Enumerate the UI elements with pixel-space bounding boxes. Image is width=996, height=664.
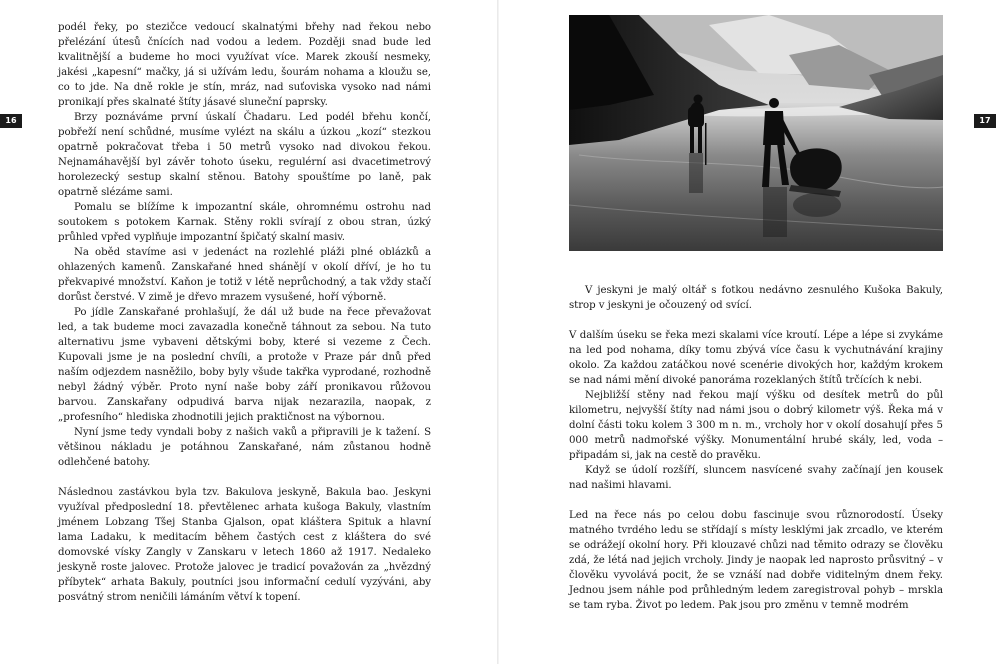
paragraph: Brzy poznáváme první úskalí Čhadaru. Led podél břehu končí, pobřeží není schůdné, musíme vylézt na skálu a úzkou „kozí“ stezkou opatrně pokračovat třeba i 50 metrů vysoko nad divokou řekou. Nejnamáhavější byl závěr tohoto úseku, regulérní asi dvacetimetrový horolezecký sestup skalní stěnou. Batohy spouštíme po laně, pak opatrně slézáme sami.	[58, 112, 431, 198]
left-page-text	[58, 20, 431, 605]
page-number-right: 17	[974, 114, 996, 128]
paragraph: Nyní jsme tedy vyndali boby z našich vaků a připravili je k tažení. S většinou nákladu je potáhnou Zanskařané, nám zůstanou hodně odlehčené batohy.	[58, 427, 431, 468]
paragraph: V jeskyni je malý oltář s fotkou nedávno zesnulého Kušoka Bakuly, strop v jeskyni je očouzený od svící.	[569, 285, 943, 311]
page-number-left: 16	[0, 114, 22, 128]
paragraph: Po jídle Zanskařané prohlašují, že dál už bude na řece převažovat led, a tak budeme moci zavazadla konečně táhnout za sebou. Na tuto alternativu jsme vybaveni dětskými boby, které si vezeme z Čech. Kupovali jsme je na poslední chvíli, a protože v Praze pár dnů před naším odjezdem nasněžilo, boby byly všude takřka vyprodané, rozhodně nebyl žádný výběr. Proto nyní naše boby září pronikavou růžovou barvou. Zanskařany odpudivá barva nijak nezarazila, naopak, z „profesního“ hlediska zhodnotili jejich praktičnost na výbornou.	[58, 307, 431, 423]
paragraph: Pomalu se blížíme k impozantní skále, ohromnému ostrohu nad soutokem s potokem Karnak. Stěny rokli svírají z obou stran, úzký průhled vpřed vyplňuje impozantní špičatý skalní masiv.	[58, 202, 431, 243]
paragraph: Na oběd stavíme asi v jedenáct na rozlehlé pláži plné oblázků a ohlazených kamenů. Zanskařané hned shánějí v okolí dříví, je ho tu překvapivé množství. Kaňon je totiž v létě neprůchodný, a tak vždy stačí dorůst čerstvé. V zimě je dřevo mrazem vysušené, hoří výborně.	[58, 247, 431, 303]
right-page-text	[569, 283, 943, 613]
paragraph: podél řeky, po stezičce vedoucí skalnatými břehy nad řekou nebo přelézání útesů čnících nad vodou a ledem. Později snad bude led kvalitnější a budeme ho moci využívat více. Marek zkouší nesmeky, jakési „kapesní“ mačky, já si užívám ledu, šourám nohama a kloužu se, co to jde. Na dně rokle je stín, mráz, nad suťoviska vysoko nad námi pronikají přes skalnaté štíty jásavé sluneční paprsky.	[58, 22, 431, 108]
paragraph: V dalším úseku se řeka mezi skalami více kroutí. Lépe a lépe si zvykáme na led pod nohama, díky tomu zbývá více času k vychutnávání krajiny okolo. Za každou zatáčkou nové scenérie divokých hor, každým krokem se nad námi mění divoké panoráma rozeklaných štítů trčících k nebi.	[569, 330, 943, 386]
photo-hikers-frozen-river	[569, 15, 943, 251]
paragraph: Následnou zastávkou byla tzv. Bakulova jeskyně, Bakula bao. Jeskyni využíval předposlední 18. převtělenec arhata kušoga Bakuly, vlastním jménem Lobzang Tšej Stanba Gjalson, opat kláštera Spituk a hlavní lama Ladaku, k meditacím během častých cest z kláštera do své domovské vísky Zangly v Zanskaru v letech 1860 až 1917. Nedaleko jeskyně roste jalovec. Protože jalovec je tradicí považován za „hvězdný příbytek“ arhata Bakuly, poutníci jsou informační cedulí vyzýváni, aby posvátný strom neničili lámáním větví k topení.	[58, 487, 431, 603]
paragraph: Nejbližší stěny nad řekou mají výšku od desítek metrů do půl kilometru, nejvyšší štíty nad námi jsou o dobrý kilometr výš. Řeka má v dolní části toku kolem 3 300 m n. m., vrcholy hor v okolí dosahují přes 5 000 metrů nadmořské výšky. Monumentální hrubé skály, led, voda – připadám si, jak na cestě do pravěku.	[569, 390, 943, 461]
two-hikers-on-frozen-river-icon	[569, 15, 943, 251]
paragraph: Když se údolí rozšíří, sluncem nasvícené svahy začínají jen kousek nad našimi hlavami.	[569, 465, 943, 491]
book-gutter	[497, 0, 499, 664]
paragraph: Led na řece nás po celou dobu fascinuje svou různorodostí. Úseky matného tvrdého ledu se střídají s místy lesklými jak zrcadlo, ve kterém se odrážejí okolní hory. Při klouzavé chůzi nad těmito odrazy se člověku zdá, že létá nad jejich vrcholy. Jindy je naopak led naprosto průsvitný – v člověku vyvolává pocit, že se vznáší nad dobře viditelným dnem řeky. Jednou jsem náhle pod průhledným ledem zaregistroval pohyb – mrskla se tam ryba. Život po ledem. Pak jsou pro změnu v temně modrém	[569, 510, 943, 611]
